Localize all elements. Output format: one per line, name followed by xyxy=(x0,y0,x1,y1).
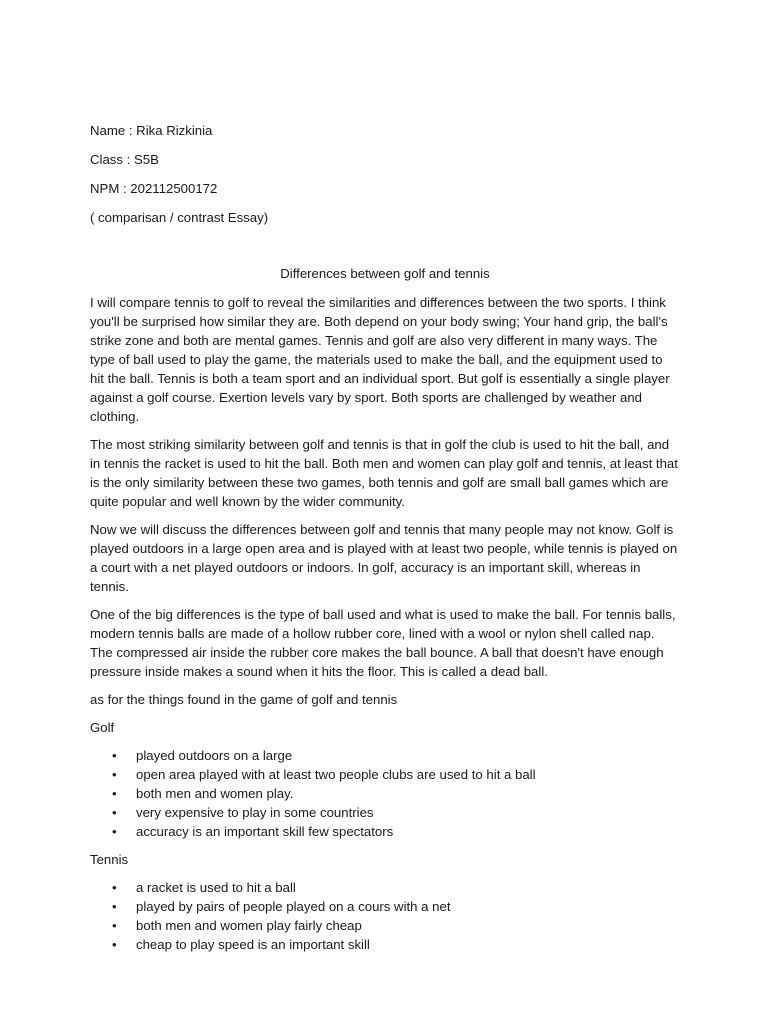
tennis-heading: Tennis xyxy=(90,852,129,867)
student-npm: NPM : 202112500172 xyxy=(90,181,218,196)
golf-list xyxy=(90,746,680,841)
list-item xyxy=(90,878,680,897)
list-item xyxy=(90,803,680,822)
list-item-text: accuracy is an important skill few spectators xyxy=(136,824,394,839)
paragraph-3: Now we will discuss the differences between golf and tennis that many people may not know. Golf is played outdoors in a large open area and is played with at least two people, while tennis is played on a court with a net played outdoors or indoors. In golf, accuracy is an important skill, whereas in tennis. xyxy=(90,522,678,594)
list-item-text: very expensive to play in some countries xyxy=(136,805,374,820)
bullet-icon: • xyxy=(112,880,117,895)
student-name: Name : Rika Rizkinia xyxy=(90,123,213,138)
list-item xyxy=(90,765,680,784)
intro-line: as for the things found in the game of golf and tennis xyxy=(90,692,398,707)
list-item xyxy=(90,916,680,935)
list-item xyxy=(90,935,680,954)
list-item-text: both men and women play. xyxy=(136,786,294,801)
list-item-text: both men and women play fairly cheap xyxy=(136,918,362,933)
list-item xyxy=(90,784,680,803)
bullet-icon: • xyxy=(112,748,117,763)
paragraph-4: One of the big differences is the type of ball used and what is used to make the ball. For tennis balls, modern tennis balls are made of a hollow rubber core, lined with a wool or nylon shell called nap. The compressed air inside the rubber core makes the ball bounce. A ball that doesn't have enough pressure inside makes a sound when it hits the floor. This is called a dead ball. xyxy=(90,607,676,679)
list-item xyxy=(90,897,680,916)
list-item-text: cheap to play speed is an important skill xyxy=(136,937,370,952)
bullet-icon: • xyxy=(112,767,117,782)
bullet-icon: • xyxy=(112,937,117,952)
tennis-list xyxy=(90,878,680,954)
list-item-text: played outdoors on a large xyxy=(136,748,293,763)
list-item xyxy=(90,746,680,765)
list-item-text: open area played with at least two people clubs are used to hit a ball xyxy=(136,767,536,782)
essay-type: ( comparisan / contrast Essay) xyxy=(90,210,269,225)
bullet-icon: • xyxy=(112,786,117,801)
bullet-icon: • xyxy=(112,805,117,820)
bullet-icon: • xyxy=(112,918,117,933)
list-item-text: played by pairs of people played on a cours with a net xyxy=(136,899,451,914)
document-page xyxy=(90,121,680,963)
list-item xyxy=(90,822,680,841)
list-item-text: a racket is used to hit a ball xyxy=(136,880,296,895)
essay-title: Differences between golf and tennis xyxy=(280,266,490,281)
paragraph-1: I will compare tennis to golf to reveal the similarities and differences between the two sports. I think you'll be surprised how similar they are. Both depend on your body swing; Your hand grip, the ball's strike zone and both are mental games. Tennis and golf are also very different in many ways. The type of ball used to play the game, the materials used to make the ball, and the equipment used to hit the ball. Tennis is both a team sport and an individual sport. But golf is essentially a single player against a golf course. Exertion levels vary by sport. Both sports are challenged by weather and clothing. xyxy=(90,295,670,424)
paragraph-2: The most striking similarity between golf and tennis is that in golf the club is used to hit the ball, and in tennis the racket is used to hit the ball. Both men and women can play golf and tennis, at least that is the only similarity between these two games, both tennis and golf are small ball games which are quite popular and well known by the wider community. xyxy=(90,437,678,509)
bullet-icon: • xyxy=(112,824,117,839)
student-class: Class : S5B xyxy=(90,152,159,167)
golf-heading: Golf xyxy=(90,720,115,735)
bullet-icon: • xyxy=(112,899,117,914)
